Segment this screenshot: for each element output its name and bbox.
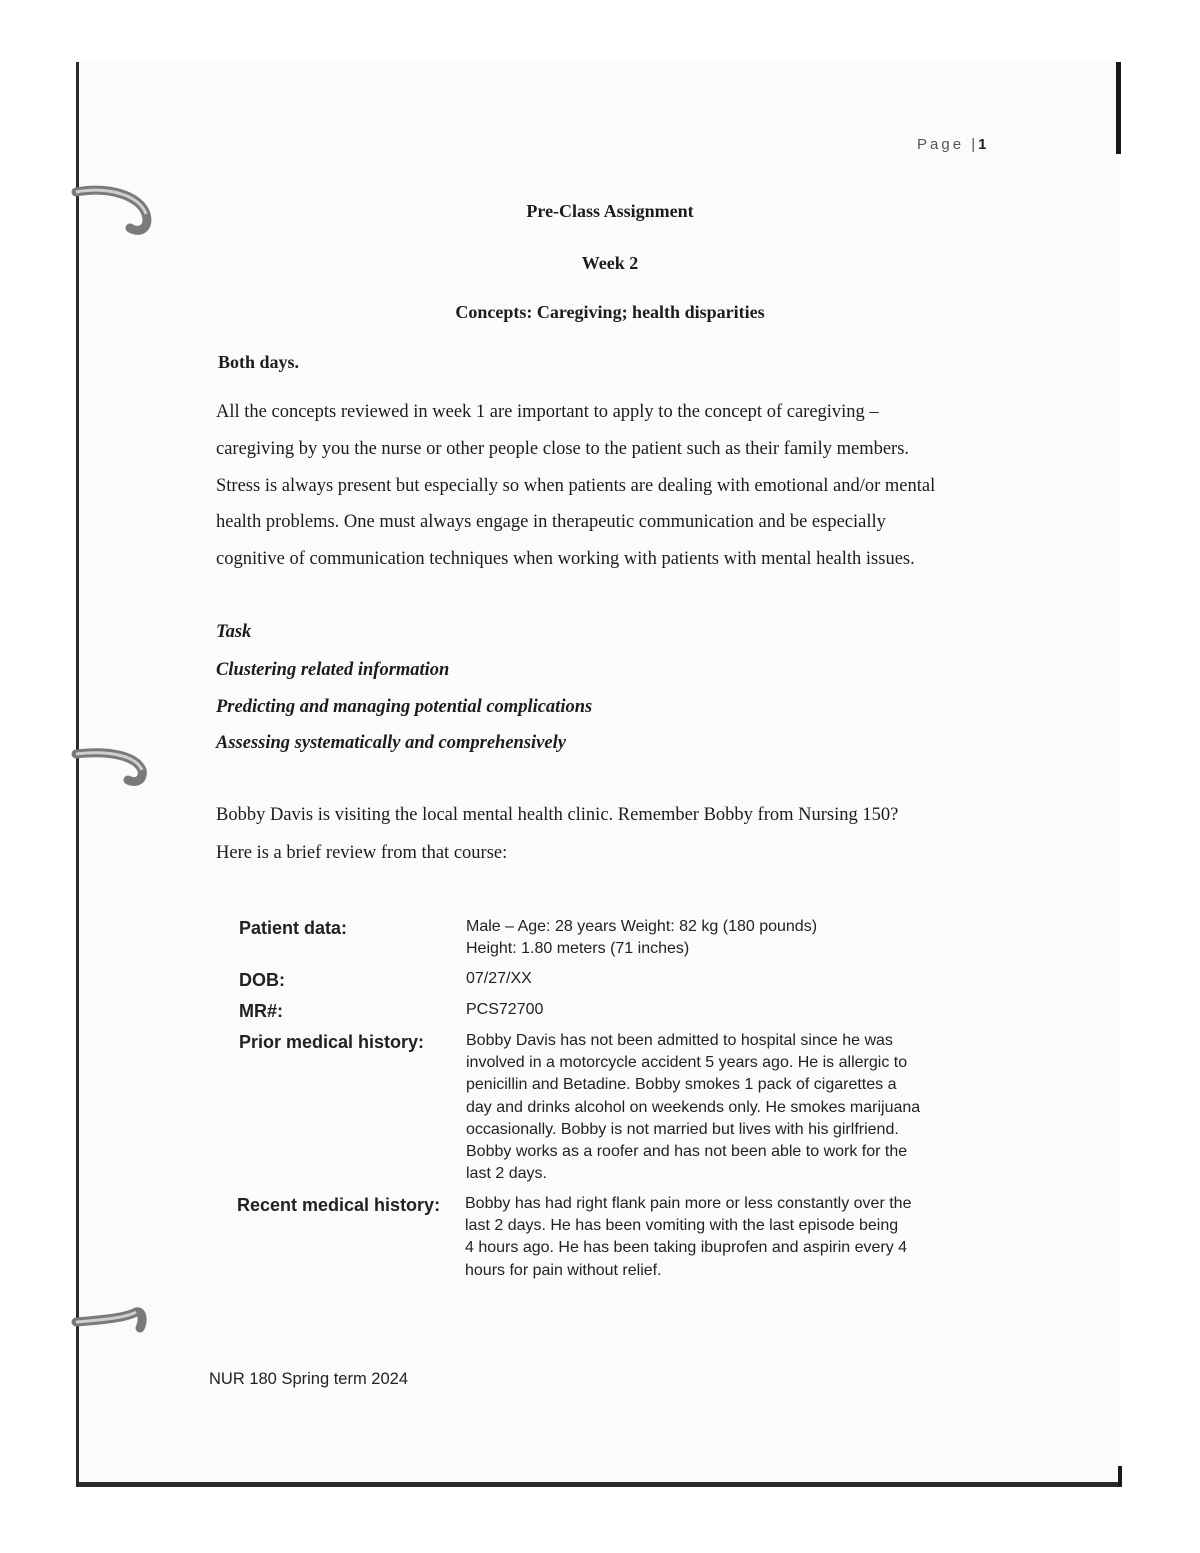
- bobby-intro-line: Here is a brief review from that course:: [216, 843, 508, 863]
- intro-line: Stress is always present but especially so when patients are dealing with emotional and/or mental: [216, 476, 936, 496]
- intro-line: caregiving by you the nurse or other people close to the patient such as their family members.: [216, 439, 910, 459]
- page-number-value: 1: [978, 136, 987, 153]
- page-number: [917, 136, 986, 153]
- recent-history-line: Bobby has had right flank pain more or less constantly over the: [465, 1195, 912, 1212]
- recent-history-line: last 2 days. He has been vomiting with the last episode being: [465, 1217, 899, 1235]
- task-item: Predicting and managing potential complications: [216, 697, 593, 717]
- recent-history-label: Recent medical history:: [237, 1195, 441, 1215]
- prior-history-value: [466, 1030, 920, 1185]
- binder-ring-icon: [70, 742, 160, 792]
- mr-value: PCS72700: [466, 1001, 544, 1018]
- prior-history-line: involved in a motorcycle accident 5 years ago. He is allergic to: [466, 1054, 908, 1072]
- prior-history-line: last 2 days.: [466, 1165, 547, 1183]
- page-label: Page |: [917, 136, 979, 153]
- intro-line: health problems. One must always engage in therapeutic communication and be especially: [216, 512, 886, 532]
- dob-value: 07/27/XX: [466, 970, 532, 987]
- concepts-line: Concepts: Caregiving; health disparities: [455, 302, 765, 322]
- recent-history-line: 4 hours ago. He has been taking ibuprofen and aspirin every 4: [465, 1239, 908, 1257]
- patient-data-label: Patient data:: [239, 918, 348, 938]
- dob-label: DOB:: [239, 970, 285, 990]
- task-item: Clustering related information: [216, 660, 450, 680]
- prior-history-line: Bobby Davis has not been admitted to hospital since he was: [466, 1032, 893, 1049]
- binder-ring-icon: [70, 1300, 160, 1344]
- patient-data-line: Male – Age: 28 years Weight: 82 kg (180 pounds): [466, 918, 818, 935]
- prior-history-label: Prior medical history:: [239, 1032, 425, 1052]
- sheet-bottom-edge: [76, 1482, 1122, 1487]
- prior-history-line: penicillin and Betadine. Bobby smokes 1 pack of cigarettes a: [466, 1076, 897, 1094]
- both-days-heading: Both days.: [218, 352, 300, 372]
- intro-line: cognitive of communication techniques when working with patients with mental health issues.: [216, 549, 915, 569]
- intro-line: All the concepts reviewed in week 1 are important to apply to the concept of caregiving –: [216, 402, 879, 422]
- prior-history-line: Bobby works as a roofer and has not been able to work for the: [466, 1143, 908, 1161]
- mr-label: MR#:: [239, 1001, 283, 1021]
- task-item: Assessing systematically and comprehensively: [216, 733, 566, 753]
- week-label: Week 2: [581, 253, 639, 273]
- prior-history-line: occasionally. Bobby is not married but lives with his girlfriend.: [466, 1120, 899, 1138]
- patient-data-line: Height: 1.80 meters (71 inches): [466, 940, 690, 958]
- binder-clip-edge: [1116, 62, 1121, 154]
- patient-data-value: [466, 916, 817, 960]
- prior-history-line: day and drinks alcohol on weekends only. He smokes marijuana: [466, 1098, 921, 1116]
- recent-history-line: hours for pain without relief.: [465, 1261, 662, 1279]
- binder-ring-icon: [70, 178, 160, 240]
- task-heading: Task: [216, 622, 252, 642]
- assignment-title: Pre-Class Assignment: [526, 201, 694, 221]
- recent-history-value: [465, 1193, 911, 1282]
- course-footer: NUR 180 Spring term 2024: [209, 1370, 409, 1388]
- bobby-intro-line: Bobby Davis is visiting the local mental health clinic. Remember Bobby from Nursing 150?: [216, 805, 899, 825]
- binder-clip-edge-bottom: [1118, 1466, 1122, 1486]
